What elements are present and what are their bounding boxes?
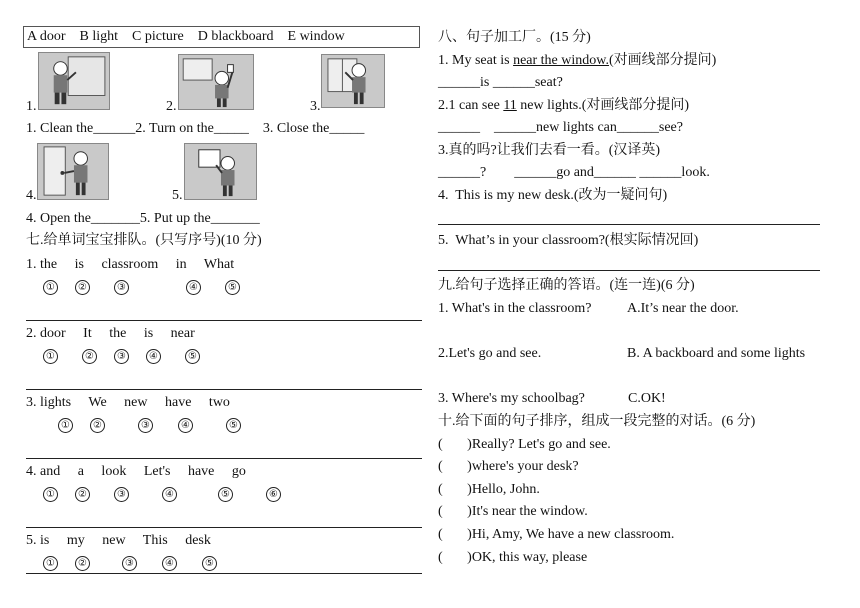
- pic-number-2: 2.: [166, 99, 177, 114]
- sec7-item-1-words: 1. the is classroom in What: [26, 257, 235, 272]
- sec10-item-1[interactable]: ( )Really? Let's go and see.: [438, 437, 611, 452]
- section-10-title: 十.给下面的句子排序，组成一段完整的对话。(6 分): [438, 414, 756, 429]
- sec8-q1-pre: 1. My seat is: [438, 53, 514, 68]
- circle-number: ③: [122, 556, 137, 571]
- sec8-q1: [438, 52, 716, 70]
- circle-number: ⑤: [226, 418, 241, 433]
- sec10-item-2[interactable]: ( )where's your desk?: [438, 459, 579, 474]
- circle-number: ③: [138, 418, 153, 433]
- picture-open-door: [37, 143, 109, 200]
- options-text: A door B light C picture D blackboard E window: [27, 29, 345, 44]
- sec9-left-3[interactable]: 3. Where's my schoolbag?: [438, 391, 585, 406]
- sec8-q5: 5. What’s in your classroom?(根实际情况回): [438, 233, 699, 248]
- circle-number: ④: [162, 556, 177, 571]
- circle-number: ③: [114, 280, 129, 295]
- circle-number: ①: [43, 487, 58, 502]
- circle-number: ④: [162, 487, 177, 502]
- sec8-q3-answer[interactable]: ______? ______go and______ ______look.: [438, 165, 710, 180]
- circle-number: ①: [43, 556, 58, 571]
- phrases-row-2: 4. Open the_______5. Put up the_______: [26, 211, 260, 226]
- circle-number: ③: [114, 349, 129, 364]
- sec9-right-2[interactable]: B. A backboard and some lights: [627, 346, 806, 361]
- sec8-q1-underlined: near the window.: [513, 53, 609, 68]
- sec8-q4: 4. This is my new desk.(改为一疑问句): [438, 188, 668, 203]
- circle-number: ⑤: [202, 556, 217, 571]
- picture-turn-on-light: [178, 54, 254, 110]
- sec8-q2-underlined: 11: [503, 98, 517, 113]
- circle-number: ①: [58, 418, 73, 433]
- circle-number: ⑤: [225, 280, 240, 295]
- picture-close-window: [321, 54, 385, 108]
- phrases-row-1: 1. Clean the______2. Turn on the_____ 3. Close the_____: [26, 121, 365, 136]
- circle-number: ④: [178, 418, 193, 433]
- circle-number: ①: [43, 280, 58, 295]
- sec9-left-2[interactable]: 2.Let's go and see.: [438, 346, 542, 361]
- pic-number-4: 4.: [26, 188, 37, 203]
- sec7-item-4-words: 4. and a look Let's have go: [26, 464, 246, 479]
- sec8-q1-post: (对画线部分提问): [608, 53, 717, 68]
- sec7-item-5-words: 5. is my new This desk: [26, 533, 211, 548]
- sec9-right-1[interactable]: A.It’s near the door.: [627, 301, 739, 316]
- pic-number-1: 1.: [26, 99, 37, 114]
- circle-number: ⑥: [266, 487, 281, 502]
- picture-put-up-picture: [184, 143, 257, 200]
- answer-line[interactable]: [26, 389, 422, 390]
- sec7-item-3-words: 3. lights We new have two: [26, 395, 230, 410]
- sec8-q1-answer[interactable]: ______is ______seat?: [438, 75, 563, 90]
- sec8-q2: [438, 97, 689, 115]
- answer-line[interactable]: [438, 224, 820, 225]
- pic-number-3: 3.: [310, 99, 321, 114]
- answer-line[interactable]: [438, 270, 820, 271]
- sec9-right-3[interactable]: C.OK!: [628, 391, 666, 406]
- answer-line[interactable]: [26, 573, 422, 574]
- sec8-q2-pre: 2.1 can see: [438, 98, 504, 113]
- sec10-item-4[interactable]: ( )It's near the window.: [438, 504, 588, 519]
- circle-number: ②: [90, 418, 105, 433]
- circle-number: ②: [75, 487, 90, 502]
- pic-number-5: 5.: [172, 188, 183, 203]
- circle-number: ④: [186, 280, 201, 295]
- sec8-q2-post: new lights.(对画线部分提问): [516, 98, 690, 113]
- sec10-item-3[interactable]: ( )Hello, John.: [438, 482, 540, 497]
- sec8-q3: 3.真的吗?让我们去看一看。(汉译英): [438, 143, 661, 158]
- sec8-q2-answer[interactable]: ______ ______new lights can______see?: [438, 120, 683, 135]
- circle-number: ②: [82, 349, 97, 364]
- circle-number: ②: [75, 556, 90, 571]
- section-7-title: 七.给单词宝宝排队。(只写序号)(10 分): [26, 233, 262, 248]
- sec9-left-1[interactable]: 1. What's in the classroom?: [438, 301, 592, 316]
- section-9-title: 九.给句子选择正确的答语。(连一连)(6 分): [438, 278, 695, 293]
- sec10-item-5[interactable]: ( )Hi, Amy, We have a new classroom.: [438, 527, 675, 542]
- options-box: [23, 26, 420, 48]
- circle-number: ⑤: [218, 487, 233, 502]
- section-8-title: 八、句子加工厂。(15 分): [438, 30, 591, 45]
- circle-number: ②: [75, 280, 90, 295]
- sec10-item-6[interactable]: ( )OK, this way, please: [438, 550, 588, 565]
- circle-number: ⑤: [185, 349, 200, 364]
- answer-line[interactable]: [26, 320, 422, 321]
- answer-line[interactable]: [26, 458, 422, 459]
- sec7-item-2-words: 2. door It the is near: [26, 326, 195, 341]
- circle-number: ④: [146, 349, 161, 364]
- picture-clean-blackboard: [38, 52, 110, 110]
- circle-number: ③: [114, 487, 129, 502]
- answer-line[interactable]: [26, 527, 422, 528]
- circle-number: ①: [43, 349, 58, 364]
